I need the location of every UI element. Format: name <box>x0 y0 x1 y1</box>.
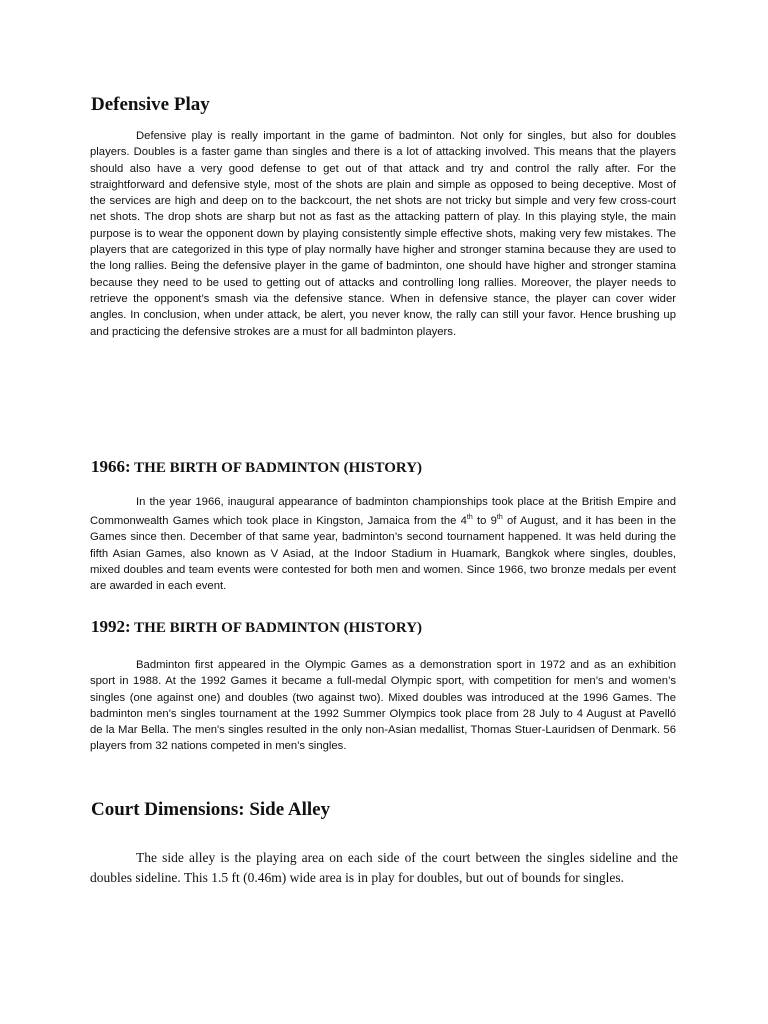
history-1992-title: THE BIRTH OF BADMINTON (HISTORY) <box>134 620 423 636</box>
history-1966-year: 1966: <box>91 457 131 476</box>
history-1992-heading <box>91 617 422 637</box>
defensive-play-heading: Defensive Play <box>91 94 210 115</box>
history-1992-paragraph: Badminton first appeared in the Olympic Games as a demonstration sport in 1972 and as an exhibition sport in 1988. At the 1992 Games it became a full-medal Olympic sport, with competition for men’s and women’s singles (one against one) and doubles (two against two). Mixed doubles was introduced at the 1996 Games. The badminton men's singles tournament at the 1992 Summer Olympics took place from 28 July to 4 August at Pavelló de la Mar Bella. The men's singles resulted in the only non-Asian medallist, Thomas Stuer-Lauridsen of Denmark. 56 players from 32 nations competed in men's singles. <box>90 659 676 753</box>
history-1966-text-c: of August, and it has been in the Games since then. December of that same year, badminton’s second tournament happened. It was held during the fifth Asian Games, also known as V Asiad, at the Indoor Stadium in Huamark, Bangkok where singles, doubles, mixed doubles and team events were contested for both men and women. Since 1966, two bronze medals per event are awarded in each event. <box>90 515 677 593</box>
history-1966-heading <box>91 457 422 477</box>
court-dimensions-paragraph: The side alley is the playing area on each side of the court between the singles sideline and the doubles sideline. This 1.5 ft (0.46m) wide area is in play for doubles, but out of bounds for singles. <box>90 850 678 885</box>
court-dimensions-heading: Court Dimensions: Side Alley <box>91 799 331 820</box>
history-1966-text-a: In the year 1966, inaugural appearance of badminton championships took place at the British Empire and Commonwealth Games which took place in Kingston, Jamaica from the 4 <box>90 496 676 528</box>
history-1966-paragraph <box>90 494 676 595</box>
history-1966-sup-a: th <box>466 514 473 522</box>
history-1966-text-b: to 9 <box>472 515 497 528</box>
defensive-play-paragraph: Defensive play is really important in the game of badminton. Not only for singles, but also for doubles players. Doubles is a faster game than singles and there is a lot of attacking involved. This means that the players should also have a very good defense to get out of that attack and try and control the rally after. For the straightforward and defensive style, most of the shots are plain and simple as opposed to being deceptive. Most of the services are high and deep on to the backcourt, the net shots are not tricky but simple and very few cross-court net shots. The drop shots are sharp but not as fast as the attacking pattern of play. In this playing style, the main purpose is to wear the opponent down by playing consistently simple effective shots, making very few mistakes. The players that are categorized in this type of play normally have higher and stronger stamina because they are used to the long rallies. Being the defensive player in the game of badminton, one should have higher and stronger stamina because they need to be used to getting out of attacks and controlling long rallies. Moreover, the player needs to retrieve the opponent’s smash via the defensive stance. When in defensive stance, the player can cover wider angles. In conclusion, when under attack, be alert, you never know, the rally can still your favor. Hence brushing up and practicing the defensive strokes are a must for all badminton players. <box>90 130 676 338</box>
history-1992-year: 1992: <box>91 617 131 636</box>
history-1966-sup-b: th <box>496 514 503 522</box>
history-1966-title: THE BIRTH OF BADMINTON (HISTORY) <box>134 460 423 476</box>
